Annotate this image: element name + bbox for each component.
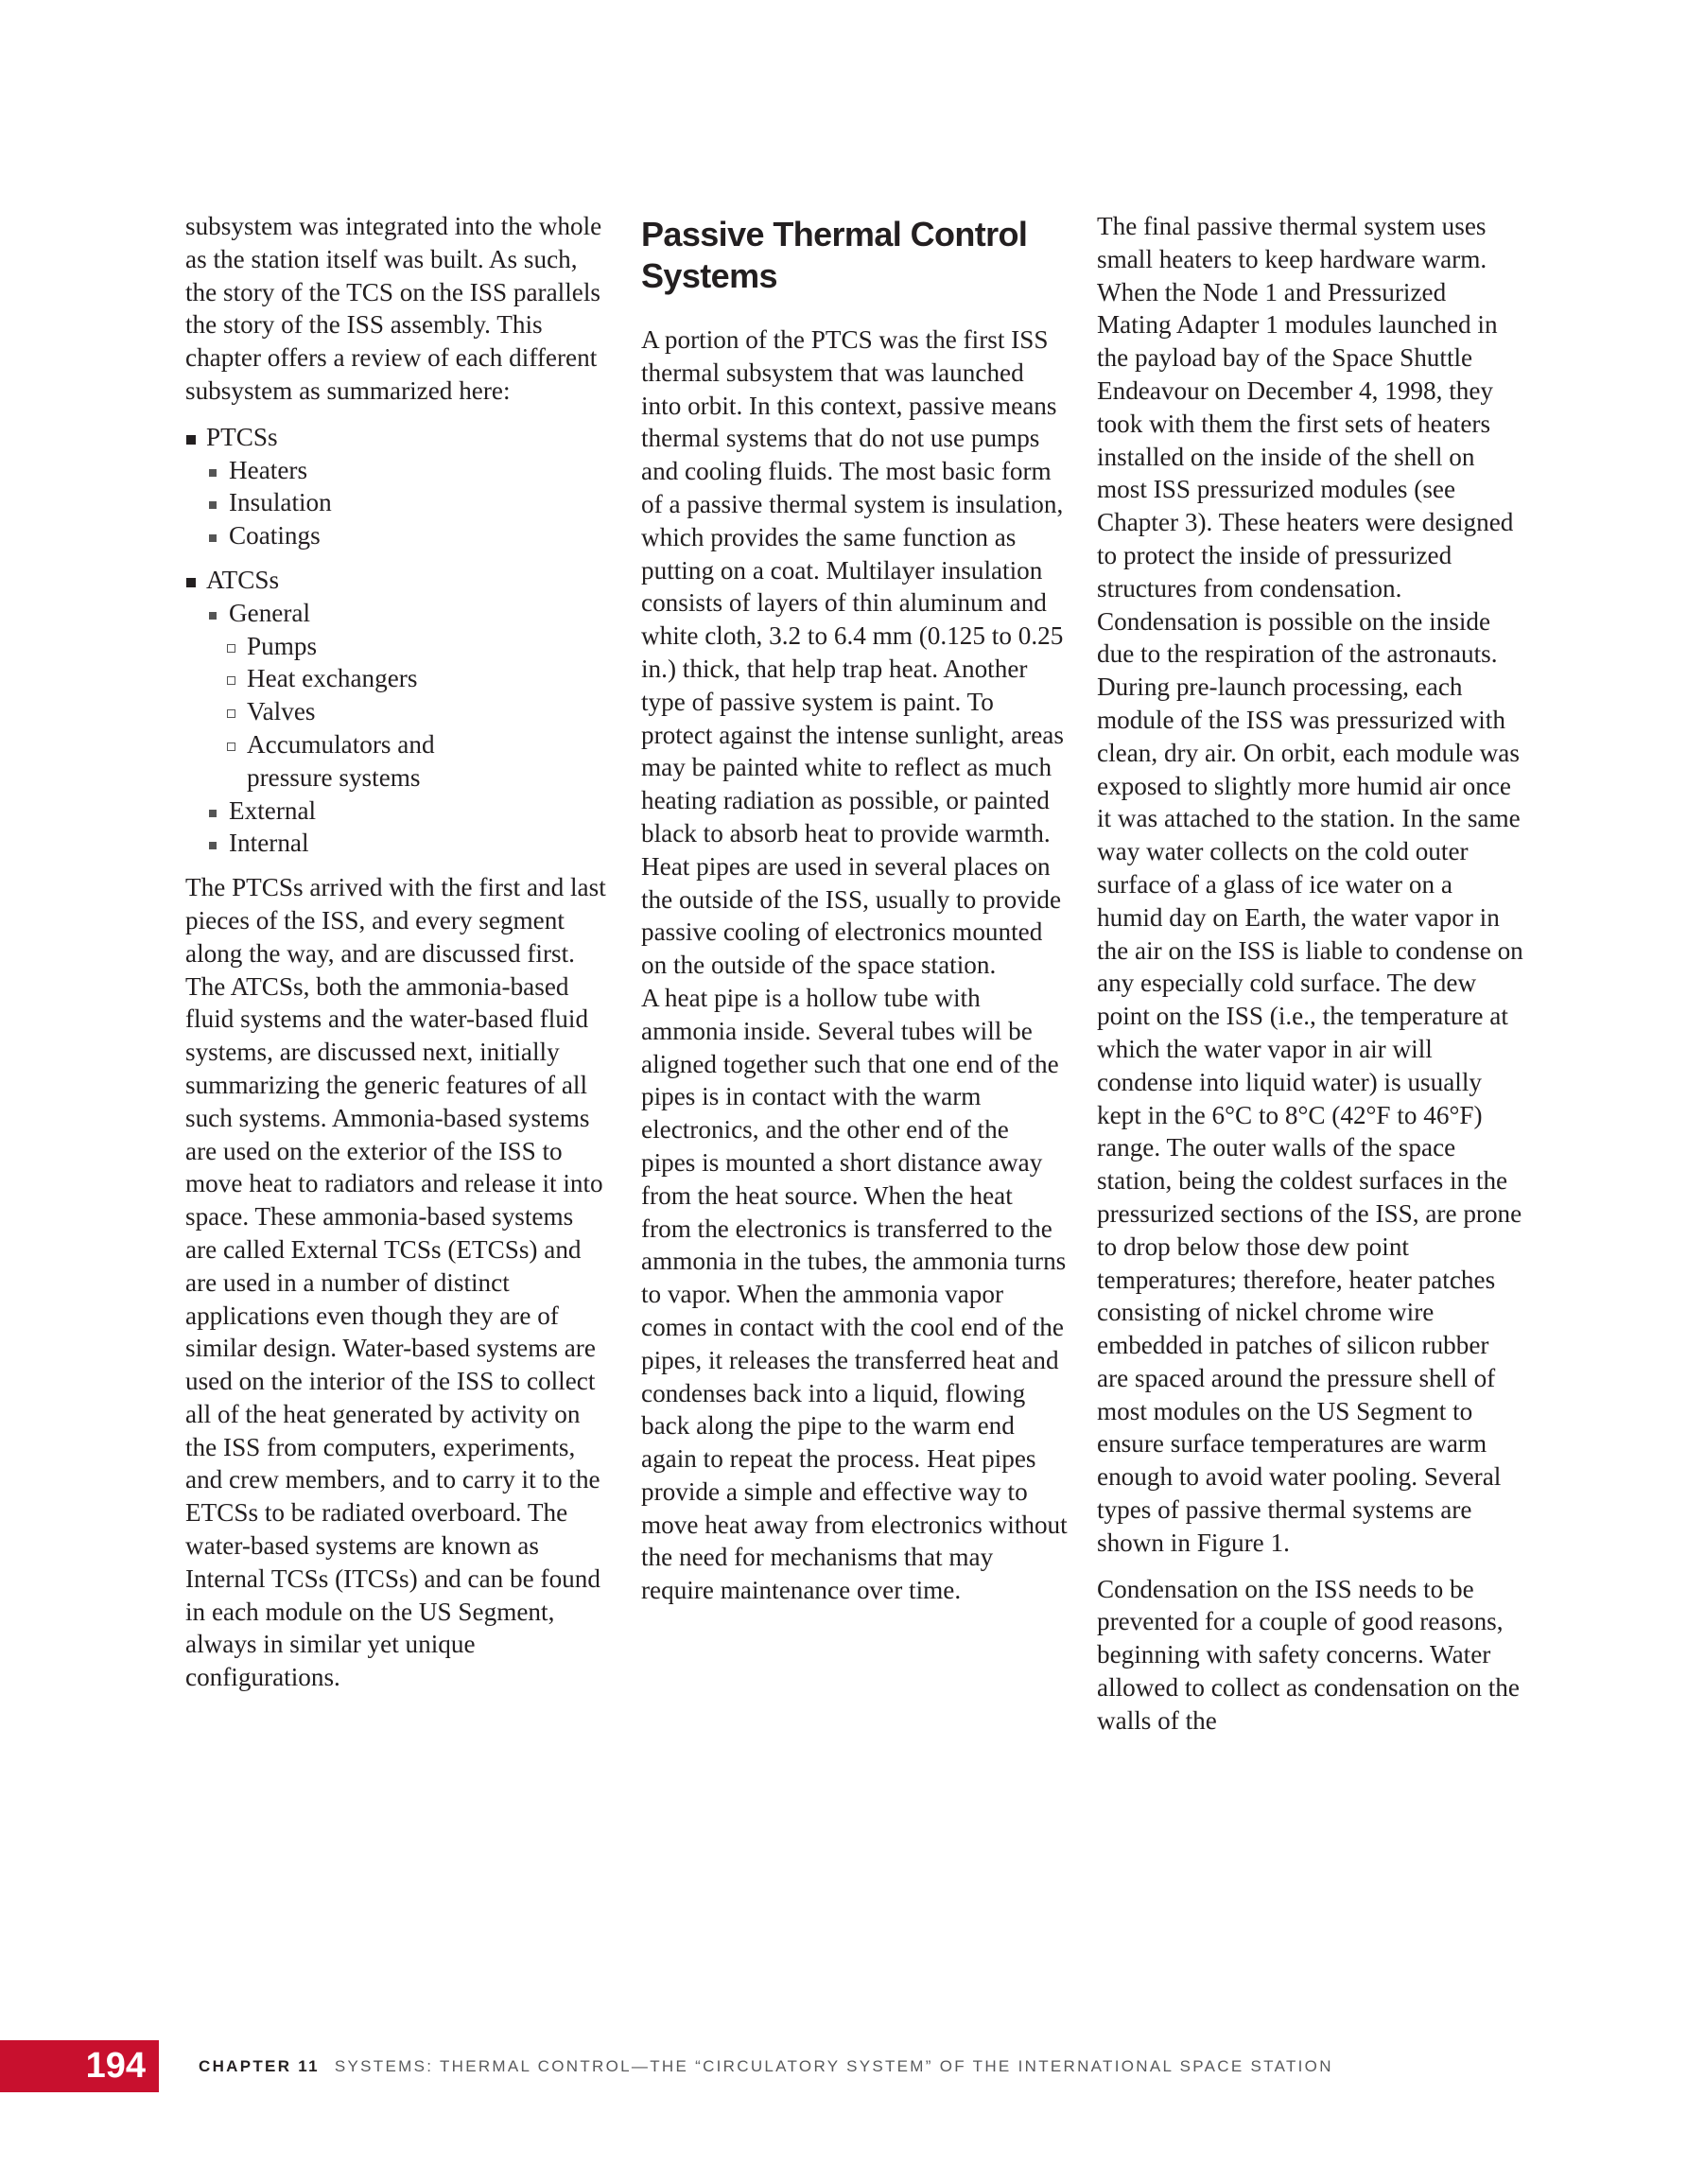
square-bullet-icon <box>186 435 196 445</box>
body-paragraph: The PTCSs arrived with the first and last pieces of the ISS, and every segment along the way, and are discussed first. The ATCSs, both the ammonia-based fluid systems and the water-based fluid systems, are discussed next, initially summarizing the generic features of all such systems. Ammonia-based systems are used on the exterior of the ISS to move heat to radiators and release it into space. These ammonia-based systems are called External TCSs (ETCSs) and are used in a number of distinct applications even though they are of similar design. Water-based systems are used on the interior of the ISS to collect all of the heat generated by activity on the ISS from computers, experiments, and crew members, and to carry it to the ETCSs to be radiated overboard. The water-based systems are known as Internal TCSs (ITCSs) and can be found in each module on the US Segment, always in similar yet unique configurations. <box>185 873 606 1692</box>
subsystem-outline <box>185 421 609 860</box>
small-square-bullet-icon <box>209 534 217 542</box>
outline-item-general: General <box>185 597 609 630</box>
outline-item-atcs: ATCSs <box>185 564 609 597</box>
section-heading: Passive Thermal Control Systems <box>641 215 1028 295</box>
outline-item-pumps: Pumps <box>185 630 609 663</box>
open-square-bullet-icon <box>227 644 235 653</box>
heaters-paragraph: The final passive thermal system uses small heaters to keep hardware warm. When the Node 1 and Pressurized Mating Adapter 1 modules launched in the payload bay of the Space Shuttle Endeavour on December 4, 1998, they took with them the first sets of heaters installed on the inside of the shell on most ISS pressurized modules (see Chapter 3). These heaters were designed to protect the inside of pressurized structures from condensation. Condensation is possible on the inside due to the respiration of the astronauts. During pre-launch processing, each module of the ISS was pressurized with clean, dry air. On orbit, each module was exposed to slightly more humid air once it was attached to the station. In the same way water collects on the cold outer surface of a glass of ice water on a humid day on Earth, the water vapor in the air on the ISS is liable to condense on any especially cold surface. The dew point on the ISS (i.e., the temperature at which the water vapor in air will condense into liquid water) is usually kept in the 6°C to 8°C (42°F to 46°F) range. The outer walls of the space station, being the coldest surfaces in the pressurized sections of the ISS, are prone to drop below those dew point temperatures; therefore, heater patches consisting of nickel chrome wire embedded in patches of silicon rubber are spaced around the pressure shell of most modules on the US Segment to ensure surface temperatures are warm enough to avoid water pooling. Several types of passive thermal systems are shown in Figure 1. <box>1097 212 1523 1557</box>
small-square-bullet-icon <box>209 810 217 817</box>
small-square-bullet-icon <box>209 501 217 509</box>
column-3 <box>1097 210 1524 1751</box>
square-bullet-icon <box>186 578 196 587</box>
small-square-bullet-icon <box>209 612 217 620</box>
column-1 <box>185 210 609 1707</box>
outline-item-coatings: Coatings <box>185 519 609 552</box>
intro-paragraph: subsystem was integrated into the whole as the station itself was built. As such, the story of the TCS on the ISS parallels the story of the ISS assembly. This chapter offers a review of each different subsystem as summarized here: <box>185 212 602 405</box>
running-footer <box>199 2057 1333 2076</box>
chapter-title: SYSTEMS: THERMAL CONTROL—THE “CIRCULATORY SYSTEM” OF THE INTERNATIONAL SPACE STATION <box>334 2057 1333 2075</box>
outline-item-external: External <box>185 795 609 828</box>
outline-item-accumulators: Accumulators and pressure systems <box>185 728 464 795</box>
small-square-bullet-icon <box>209 842 217 849</box>
outline-item-heat-exchangers: Heat exchangers <box>185 662 609 695</box>
ptcs-paragraph: A portion of the PTCS was the first ISS thermal subsystem that was launched into orbit. In this context, passive means thermal systems that do not use pumps and cooling fluids. The most basic form of a passive thermal system is insulation, which provides the same function as putting on a coat. Multilayer insulation consists of layers of thin aluminum and white cloth, 3.2 to 6.4 mm (0.125 to 0.25 in.) thick, that help trap heat. Another type of passive system is paint. To protect against the intense sunlight, areas may be painted white to reflect as much heating radiation as possible, or painted black to absorb heat to provide warmth. Heat pipes are used in several places on the outside of the ISS, usually to provide passive cooling of electronics mounted on the outside of the space station. <box>641 325 1064 980</box>
open-square-bullet-icon <box>227 743 235 751</box>
outline-item-heaters: Heaters <box>185 454 609 487</box>
small-square-bullet-icon <box>209 469 217 477</box>
open-square-bullet-icon <box>227 709 235 718</box>
outline-item-internal: Internal <box>185 827 609 860</box>
outline-item-valves: Valves <box>185 695 609 728</box>
outline-item-ptcs: PTCSs <box>185 421 609 454</box>
page-number-tab <box>0 2040 159 2092</box>
chapter-label: CHAPTER 11 <box>199 2057 320 2075</box>
heat-pipe-paragraph: A heat pipe is a hollow tube with ammonia inside. Several tubes will be aligned together such that one end of the pipes is in contact with the warm electronics, and the other end of the pipes is mounted a short distance away from the heat source. When the heat from the electronics is transferred to the ammonia in the tubes, the ammonia turns to vapor. When the ammonia vapor comes in contact with the cool end of the pipes, it releases the transferred heat and condenses back into a liquid, flowing back along the pipe to the warm end again to repeat the process. Heat pipes provide a simple and effective way to move heat away from electronics without the need for mechanisms that may require maintenance over time. <box>641 983 1068 1605</box>
condensation-paragraph: Condensation on the ISS needs to be prevented for a couple of good reasons, beginning with safety concerns. Water allowed to collect as condensation on the walls of the <box>1097 1574 1520 1735</box>
page-number: 194 <box>85 2046 146 2086</box>
column-2 <box>641 210 1069 1620</box>
outline-item-insulation: Insulation <box>185 486 609 519</box>
open-square-bullet-icon <box>227 676 235 685</box>
